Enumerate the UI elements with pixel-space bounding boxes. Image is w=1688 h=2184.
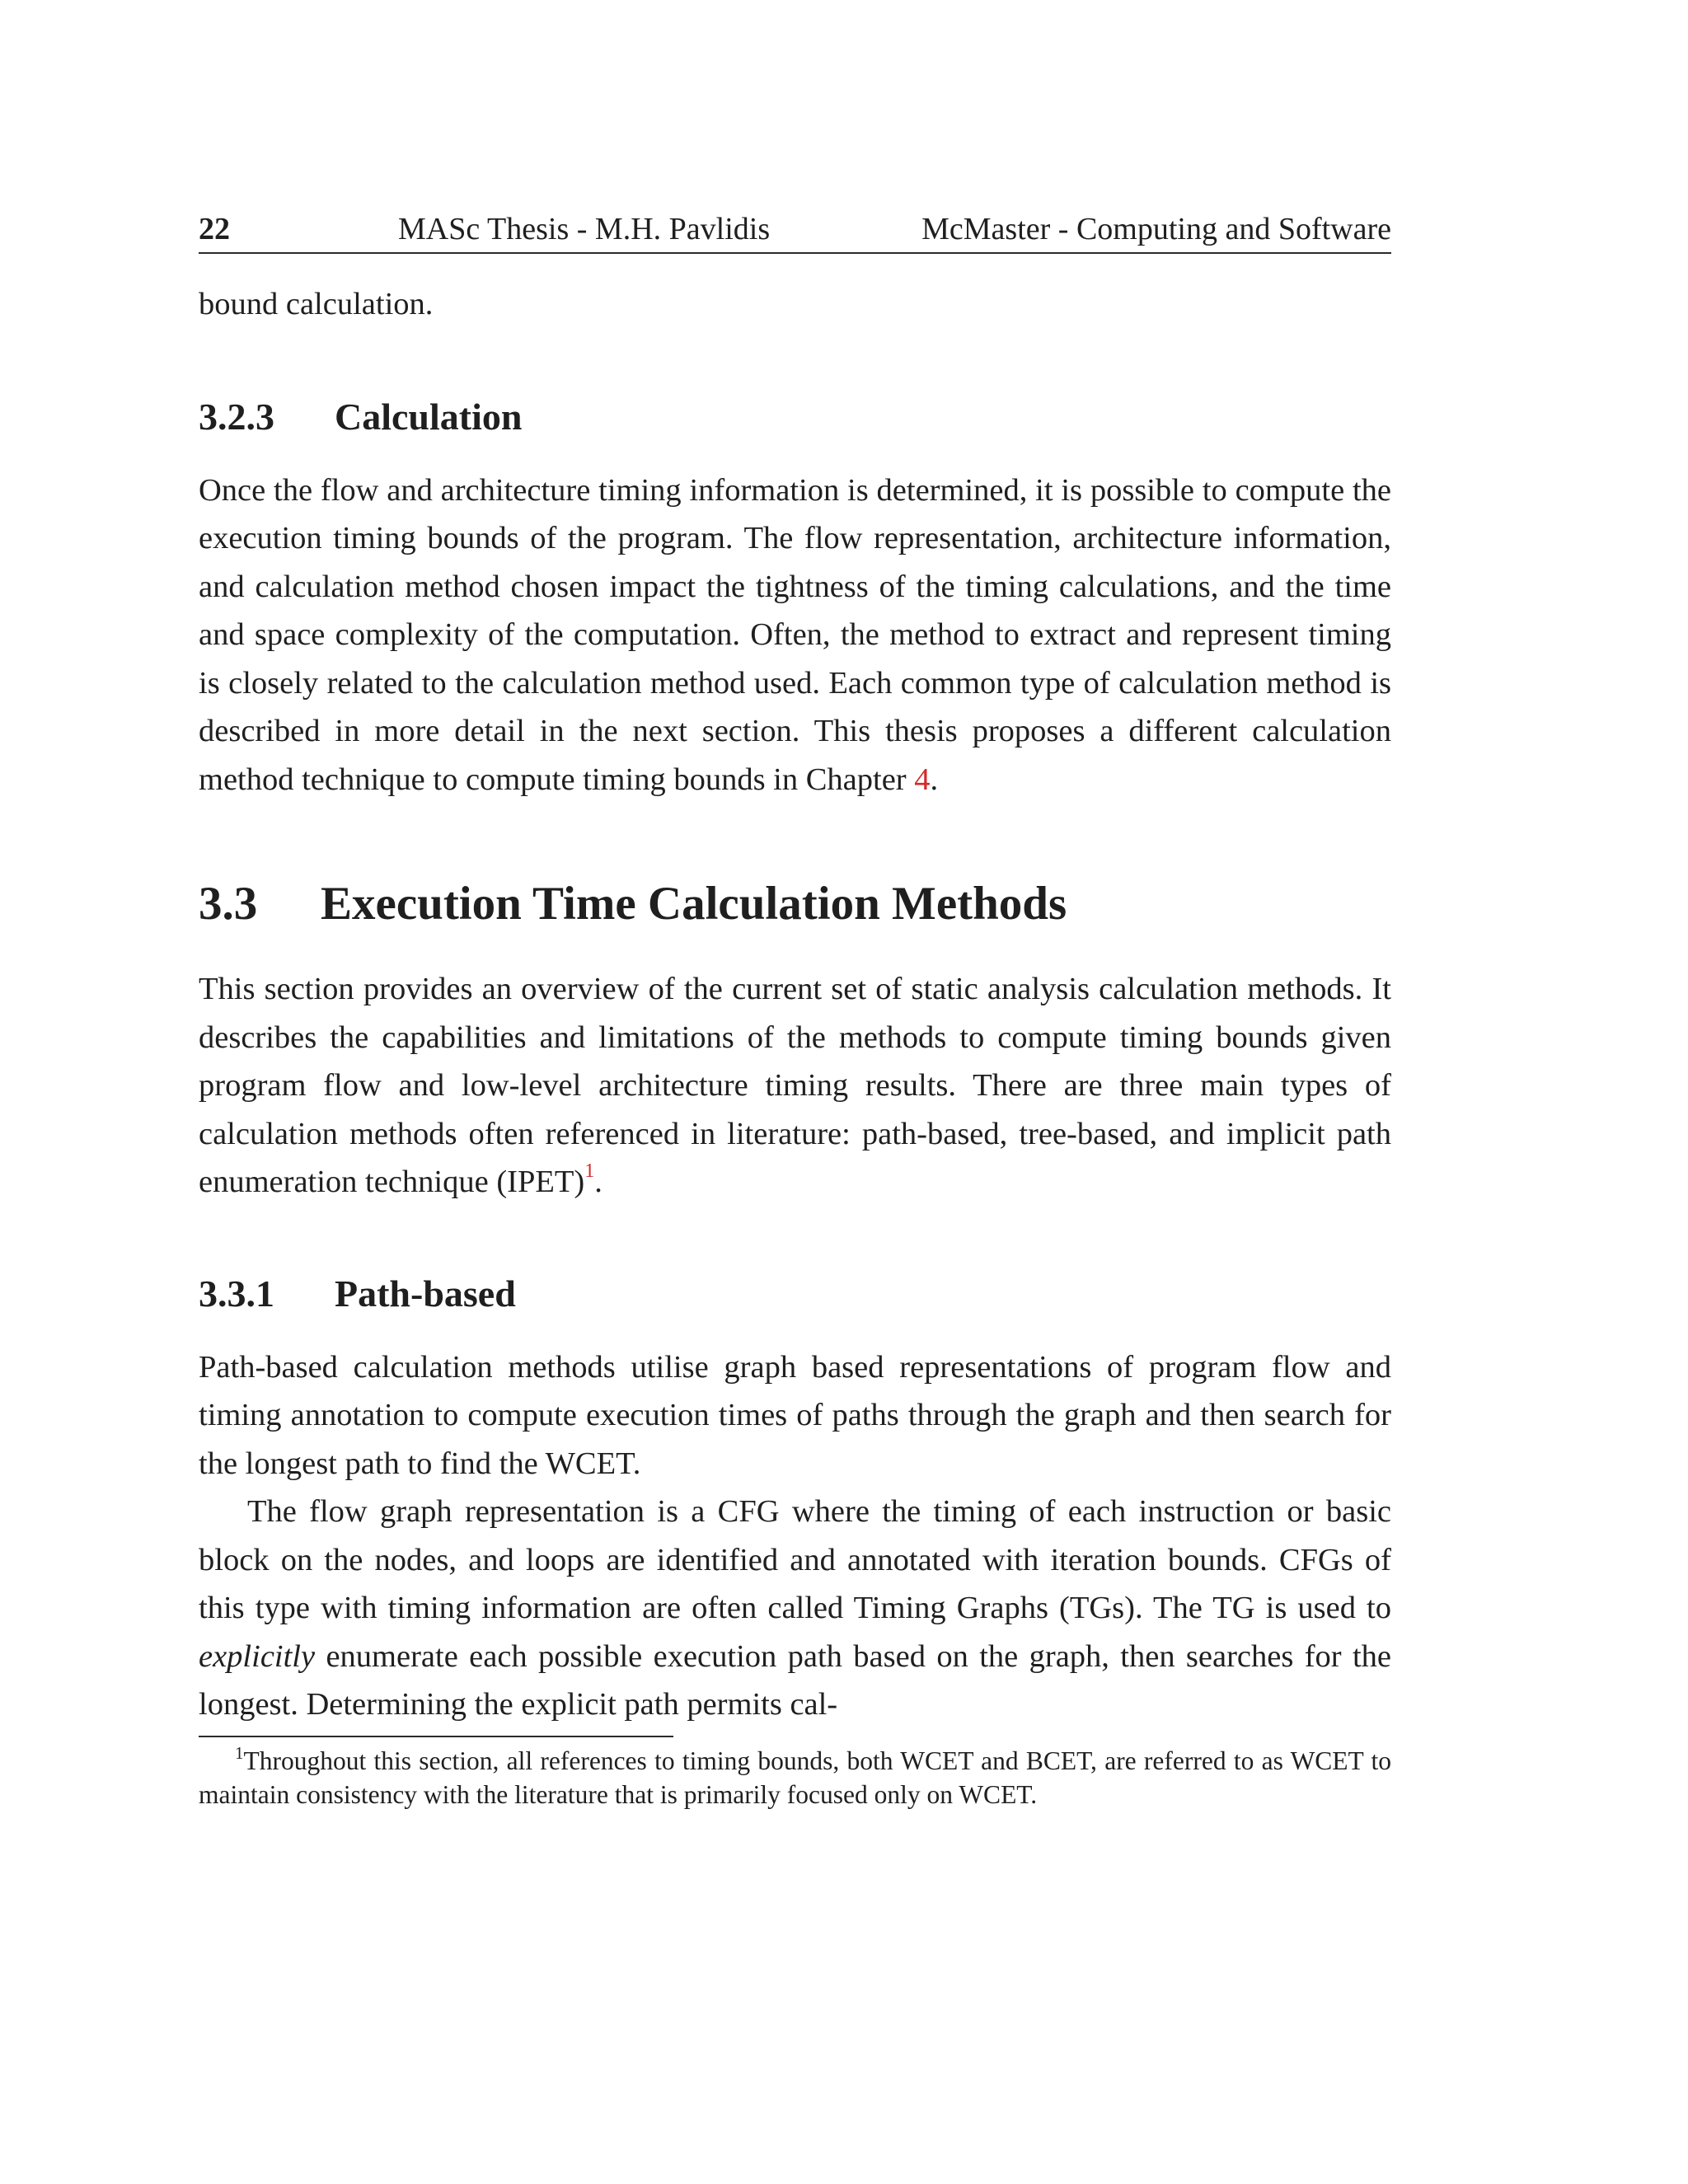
footnote-link[interactable]: 1 — [584, 1160, 595, 1182]
calculation-text: Once the flow and architecture timing information is determined, it is possible to compute the execution timing bounds of the program. The flow representation, architecture information, and calculation method chosen impact the tightness of the timing calculations, and the time and space complexity of the computation. Often, the method to extract and represent timing is closely related to the calculation method used. Each common type of calculation method is described in more detail in the next section. This thesis proposes a different calculation method technique to compute timing bounds in Chapter — [199, 472, 1391, 797]
subsection-title: Path-based — [335, 1272, 516, 1315]
path-based-text: The flow graph representation is a CFG where the timing of each instruction or basic block on the nodes, and loops are identified and annotated with iteration bounds. CFGs of this type with timing information are often called Timing Graphs (TGs). The TG is used to — [199, 1494, 1391, 1625]
calculation-text-end: . — [930, 762, 939, 797]
path-based-paragraph-2 — [199, 1488, 1391, 1729]
intro-paragraph: bound calculation. — [199, 287, 434, 321]
footnote — [199, 1744, 1391, 1811]
page-number: 22 — [199, 212, 230, 246]
emphasis-explicitly: explicitly — [199, 1638, 316, 1674]
footnote-text: Throughout this section, all references to timing bounds, both WCET and BCET, are referred to as WCET to maintain consistency with the literature that is primarily focused only on WCET. — [199, 1746, 1391, 1809]
thesis-page — [199, 206, 1391, 1811]
section-number: 3.3 — [199, 878, 258, 930]
methods-overview-text-end: . — [594, 1165, 603, 1199]
subsection-heading-3-2-3 — [199, 394, 1391, 440]
footnote-rule — [199, 1736, 673, 1737]
header-institution: McMaster - Computing and Software — [921, 212, 1391, 246]
section-heading-3-3 — [199, 875, 1391, 933]
subsection-title: Calculation — [335, 395, 523, 438]
chapter-link[interactable]: 4 — [914, 762, 931, 797]
running-header — [199, 206, 1391, 254]
section-title: Execution Time Calculation Methods — [321, 878, 1067, 930]
methods-overview-text: This section provides an overview of the current set of static analysis calculation methods. It describes the capabilities and limitations of the methods to compute timing bounds given program flow and low-level architecture timing results. There are three main types of calculation methods often referenced in literature: path-based, tree-based, and implicit path enumeration technique (IPET) — [199, 972, 1391, 1199]
methods-overview-paragraph — [199, 965, 1391, 1207]
subsection-number: 3.3.1 — [199, 1272, 274, 1315]
path-based-paragraph-1: Path-based calculation methods utilise graph based representations of program flow and timing annotation to compute execution times of paths through the graph and then search for the longest path to find the WCET. — [199, 1349, 1391, 1481]
path-based-text-end: enumerate each possible execution path based on the graph, then searches for the longest. Determining the explicit path permits cal- — [199, 1638, 1391, 1722]
header-thesis-author: MASc Thesis - M.H. Pavlidis — [398, 212, 771, 246]
subsection-heading-3-3-1 — [199, 1271, 1391, 1317]
calculation-paragraph — [199, 466, 1391, 804]
subsection-number: 3.2.3 — [199, 395, 274, 438]
footnote-mark: 1 — [235, 1742, 244, 1763]
